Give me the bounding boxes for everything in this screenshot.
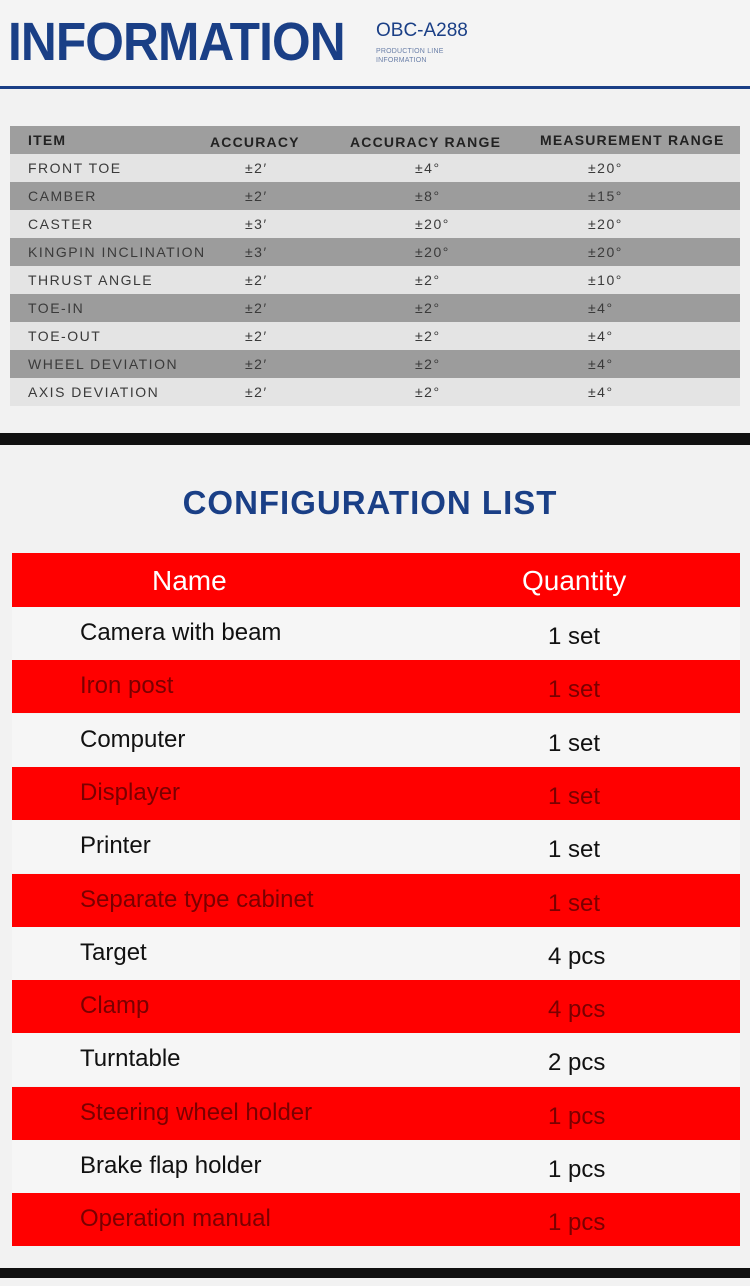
item-name: Iron post [80,672,174,700]
measurement-range-cell: ±4° [588,384,614,400]
accuracy-cell: ±2′ [245,384,268,400]
config-table-header [12,553,740,607]
item-name: Displayer [80,778,181,806]
subtitle-line-2: INFORMATION [376,57,427,64]
item-name: Brake flap holder [80,1152,262,1179]
item-quantity: 1 set [548,782,601,810]
accuracy-cell: ±2′ [245,272,268,288]
accuracy-cell: ±2′ [245,356,268,372]
table-row [10,210,740,238]
column-header-item: ITEM [28,132,67,148]
accuracy-cell: ±2′ [245,328,268,344]
column-header-accuracy: ACCURACY [210,134,300,150]
info-header [0,0,750,88]
accuracy-cell: ±2′ [245,300,268,316]
measurement-range-cell: ±4° [588,328,614,344]
model-number: OBC-A288 [376,20,468,41]
item-cell: FRONT TOE [28,160,122,176]
measurement-range-cell: ±4° [588,356,614,372]
accuracy-range-cell: ±20° [415,244,450,260]
list-item [12,1087,740,1140]
item-quantity: 1 pcs [548,1156,606,1183]
accuracy-range-cell: ±8° [415,188,441,204]
list-item [12,1140,740,1193]
item-cell: CASTER [28,216,94,232]
list-item [12,660,740,713]
table-row [10,238,740,266]
spec-table [10,126,740,406]
table-row [10,294,740,322]
item-cell: TOE-IN [28,300,85,316]
table-row [10,350,740,378]
list-item [12,1193,740,1246]
item-quantity: 2 pcs [548,1049,606,1077]
bottom-divider [0,1268,750,1278]
measurement-range-cell: ±20° [588,160,623,176]
item-name: Clamp [80,992,150,1020]
config-title: CONFIGURATION LIST [182,484,558,521]
item-cell: TOE-OUT [28,328,102,344]
list-item [12,820,740,873]
item-quantity: 1 pcs [548,1102,606,1130]
column-header-accuracy-range: ACCURACY RANGE [350,134,502,150]
accuracy-range-cell: ±2° [415,384,441,400]
accuracy-range-cell: ±4° [415,160,441,176]
measurement-range-cell: ±15° [588,188,623,204]
measurement-range-cell: ±20° [588,216,623,232]
list-item [12,874,740,927]
item-quantity: 4 pcs [548,996,606,1024]
item-cell: CAMBER [28,188,97,204]
item-name: Operation manual [80,1205,271,1233]
accuracy-range-cell: ±2° [415,300,441,316]
accuracy-range-cell: ±2° [415,272,441,288]
accuracy-cell: ±3′ [245,244,268,260]
item-name: Target [80,938,147,966]
spec-table-header [10,126,740,154]
item-cell: AXIS DEVIATION [28,384,160,400]
list-item [12,980,740,1033]
item-quantity: 4 pcs [548,942,606,970]
list-item [12,607,740,660]
page-title: INFORMATION [8,12,345,72]
item-quantity: 1 set [548,836,601,864]
table-row [10,182,740,210]
measurement-range-cell: ±20° [588,244,623,260]
item-quantity: 1 set [548,729,601,757]
item-quantity: 1 set [548,623,601,650]
item-name: Turntable [80,1045,181,1073]
list-item [12,767,740,820]
table-row [10,266,740,294]
item-name: Computer [80,725,186,753]
item-name: Printer [80,832,151,860]
accuracy-range-cell: ±2° [415,328,441,344]
list-item [12,714,740,767]
subtitle-line-1: PRODUCTION LINE [376,48,444,55]
item-cell: THRUST ANGLE [28,272,154,288]
header-divider [0,86,750,89]
accuracy-range-cell: ±20° [415,216,450,232]
list-item [12,1033,740,1086]
item-name: Steering wheel holder [80,1098,313,1126]
column-header-quantity: Quantity [522,565,627,596]
column-header-measurement-range: MEASUREMENT RANGE [540,132,725,148]
accuracy-cell: ±3′ [245,216,268,232]
list-item [12,927,740,980]
item-cell: WHEEL DEVIATION [28,356,179,372]
item-cell: KINGPIN INCLINATION [28,244,206,260]
accuracy-cell: ±2′ [245,160,268,176]
accuracy-range-cell: ±2° [415,356,441,372]
table-row [10,322,740,350]
measurement-range-cell: ±4° [588,300,614,316]
table-row [10,378,740,406]
item-quantity: 1 pcs [548,1209,606,1237]
column-header-name: Name [152,565,227,596]
section-divider [0,433,750,445]
item-name: Camera with beam [80,619,282,646]
item-quantity: 1 set [548,889,601,917]
measurement-range-cell: ±10° [588,272,623,288]
item-name: Separate type cabinet [80,885,314,913]
accuracy-cell: ±2′ [245,188,268,204]
table-row [10,154,740,182]
item-quantity: 1 set [548,676,601,704]
